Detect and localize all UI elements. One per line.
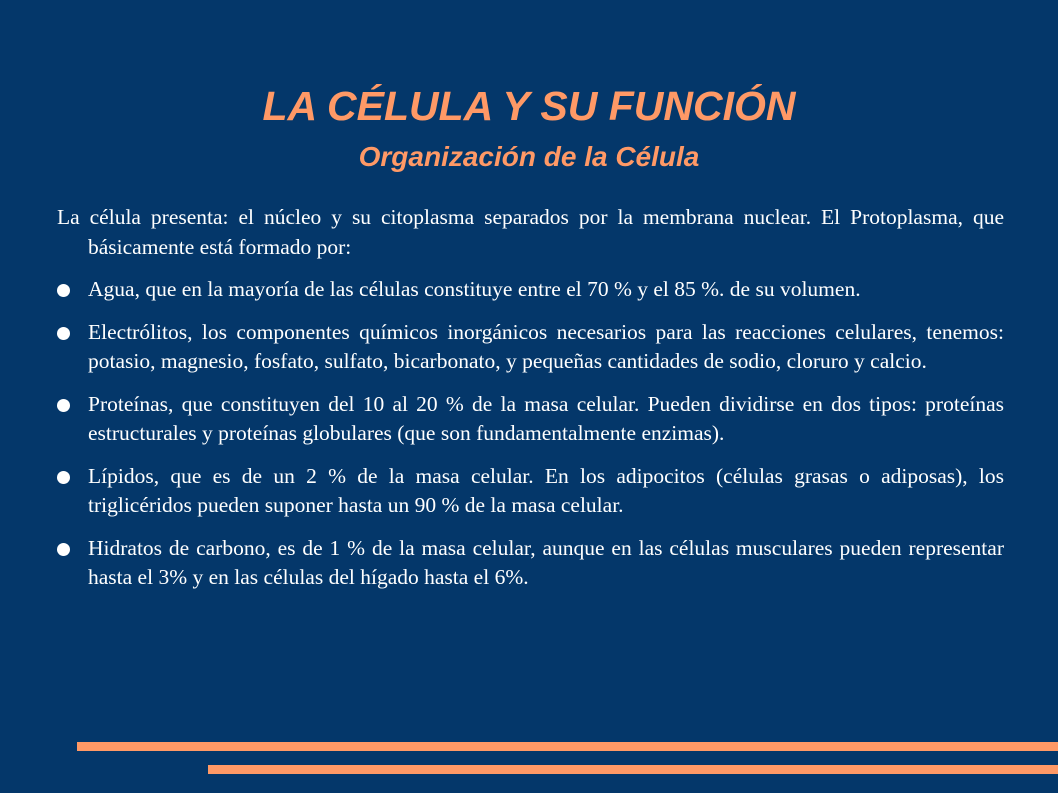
bullet-dot-icon (57, 284, 70, 297)
decorative-bar-top (77, 742, 1058, 751)
bullet-dot-icon (57, 471, 70, 484)
slide-title: LA CÉLULA Y SU FUNCIÓN (262, 83, 796, 129)
slide-subtitle: Organización de la Célula (358, 141, 700, 172)
bullet-item-agua (57, 275, 1004, 305)
decorative-bar-bottom (208, 765, 1058, 774)
bullet-item-proteinas (57, 390, 1004, 449)
intro-paragraph: La célula presenta: el núcleo y su citoplasma separados por la membrana nuclear. El Protoplasma, que básicamente está formado por: (57, 205, 1004, 259)
bullet-dot-icon (57, 327, 70, 340)
bullet-item-electrolitos (57, 318, 1004, 377)
bullet-text: Proteínas, que constituyen del 10 al 20 % de la masa celular. Pueden dividirse en dos tipos: proteínas estructurales y proteínas globulares (que son fundamentalmente enzimas). (88, 391, 1004, 445)
bullet-text: Lípidos, que es de un 2 % de la masa celular. En los adipocitos (células grasas o adiposas), los triglicéridos pueden suponer hasta un 90 % de la masa celular. (88, 463, 1004, 517)
bullet-text: Hidratos de carbono, es de 1 % de la masa celular, aunque en las células musculares pueden representar hasta el 3% y en las células del hígado hasta el 6%. (88, 535, 1004, 589)
bullet-item-lipidos (57, 462, 1004, 521)
bullet-item-hidratos (57, 534, 1004, 593)
slide-body (57, 203, 1004, 606)
bullet-dot-icon (57, 543, 70, 556)
bullet-text: Electrólitos, los componentes químicos inorgánicos necesarios para las reacciones celulares, tenemos: potasio, magnesio, fosfato, sulfato, bicarbonato, y pequeñas cantidades de sodio, cloruro y calcio. (88, 319, 1004, 373)
bullet-text: Agua, que en la mayoría de las células constituye entre el 70 % y el 85 %. de su volumen. (88, 277, 861, 301)
bullet-dot-icon (57, 399, 70, 412)
